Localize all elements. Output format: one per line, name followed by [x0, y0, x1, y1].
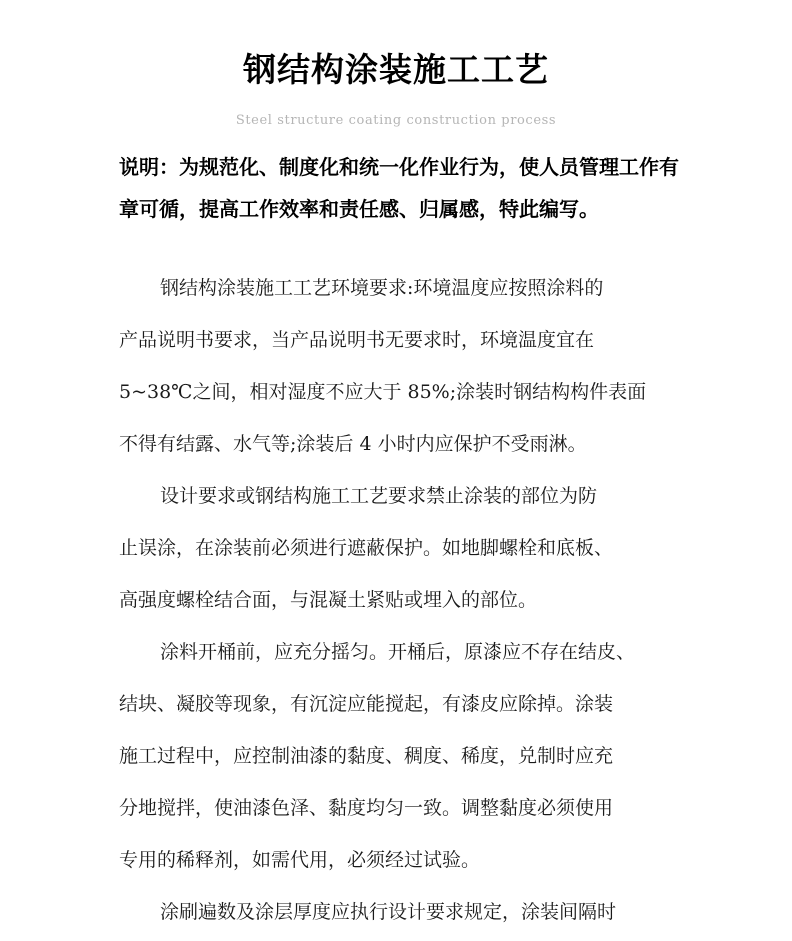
page-subtitle: Steel structure coating construction process	[235, 113, 557, 128]
paragraph-3-line-5: 专用的稀释剂，如需代用，必须经过试验。	[119, 849, 481, 871]
paragraph-2-line-3: 高强度螺栓结合面，与混凝土紧贴或埋入的部位。	[119, 589, 538, 611]
paragraph-1-line-3: 5~38℃之间，相对湿度不应大于 85%;涂装时钢结构构件表面	[119, 381, 647, 403]
paragraph-3-line-2: 结块、凝胶等现象，有沉淀应能搅起，有漆皮应除掉。涂装	[119, 693, 614, 715]
paragraph-1-line-4: 不得有结露、水气等;涂装后 4 小时内应保护不受雨淋。	[119, 433, 587, 455]
intro-statement: 说明：为规范化、制度化和统一化作业行为，使人员管理工作有章可循，提高工作效率和责任感、归属感，特此编写。	[119, 155, 679, 221]
paragraph-3-line-4: 分地搅拌，使油漆色泽、黏度均匀一致。调整黏度必须使用	[119, 797, 614, 819]
paragraph-3-line-1: 涂料开桶前，应充分摇匀。开桶后，原漆应不存在结皮、	[160, 641, 636, 663]
paragraph-2-line-1: 设计要求或钢结构施工工艺要求禁止涂装的部位为防	[160, 485, 598, 507]
paragraph-1-line-2: 产品说明书要求，当产品说明书无要求时，环境温度宜在	[119, 329, 595, 351]
paragraph-2-line-2: 止误涂，在涂装前必须进行遮蔽保护。如地脚螺栓和底板、	[119, 537, 614, 559]
paragraph-3-line-3: 施工过程中，应控制油漆的黏度、稠度、稀度，兑制时应充	[119, 745, 614, 767]
paragraph-1-line-1: 钢结构涂装施工工艺环境要求:环境温度应按照涂料的	[160, 277, 604, 299]
paragraph-4-line-1: 涂刷遍数及涂层厚度应执行设计要求规定，涂装间隔时	[160, 901, 617, 923]
page-title: 钢结构涂装施工工艺	[243, 50, 549, 89]
